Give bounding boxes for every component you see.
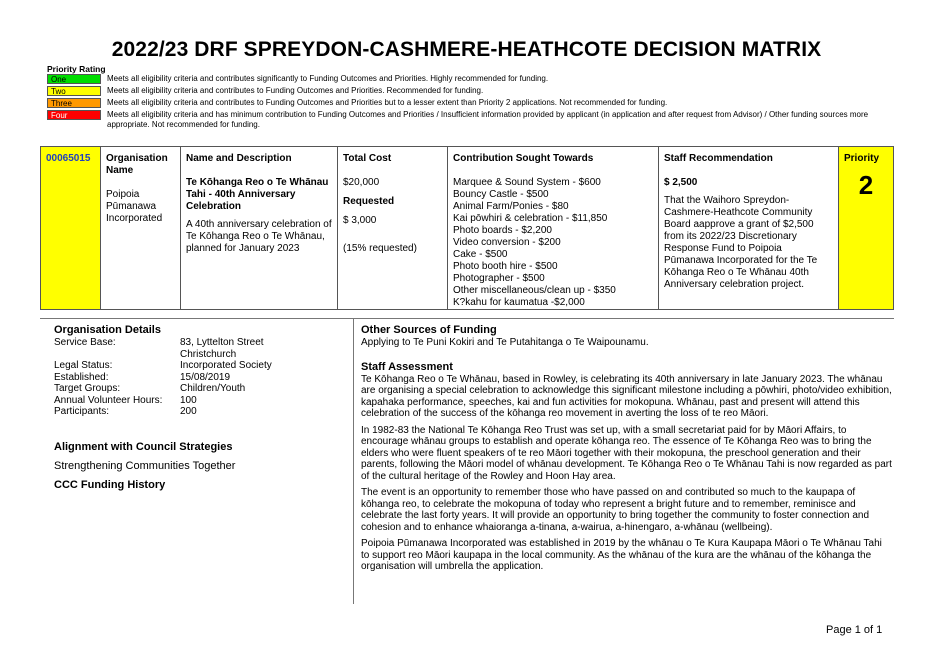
staff-recommendation-amount: $ 2,500 bbox=[664, 177, 698, 188]
priority-level-description: Meets all eligibility criteria and contributes significantly to Funding Outcomes and Priorities. Highly recommended for funding. bbox=[107, 74, 549, 83]
contribution-item: Photographer - $500 bbox=[453, 273, 545, 284]
detail-label: Established: bbox=[54, 371, 109, 383]
organisation-name: Poipoia Pūmanawa Incorporated bbox=[106, 189, 163, 224]
project-description: A 40th anniversary celebration of Te Kōhanga Reo o Te Whānau, planned for January 2023 bbox=[186, 219, 332, 254]
organisation-detail-row bbox=[54, 360, 344, 372]
organisation-header: Organisation Name bbox=[106, 153, 168, 176]
contribution-list bbox=[453, 177, 653, 309]
detail-value: 15/08/2019 bbox=[180, 371, 231, 383]
column-divider bbox=[353, 318, 354, 604]
total-cost-value: $20,000 bbox=[343, 177, 380, 188]
organisation-detail-row bbox=[54, 395, 344, 407]
contribution-column bbox=[448, 147, 659, 309]
total-cost-column bbox=[338, 147, 448, 309]
detail-value: Incorporated Society bbox=[180, 360, 272, 371]
detail-value: 83, Lyttelton Street bbox=[180, 337, 264, 348]
requested-percentage: (15% requested) bbox=[343, 243, 417, 254]
organisation-column bbox=[101, 147, 181, 309]
detail-value: 200 bbox=[180, 406, 197, 417]
alignment-heading: Alignment with Council Strategies bbox=[54, 440, 233, 453]
staff-recommendation-column bbox=[659, 147, 839, 309]
priority-level-row bbox=[47, 74, 887, 84]
contribution-item: Cake - $500 bbox=[453, 249, 508, 260]
other-funding-text: Applying to Te Puni Kokiri and Te Putahitanga o Te Waipounamu. bbox=[361, 337, 649, 348]
alignment-text: Strengthening Communities Together bbox=[54, 459, 236, 472]
contribution-item: Bouncy Castle - $500 bbox=[453, 189, 549, 200]
priority-level-description: Meets all eligibility criteria and contributes to Funding Outcomes and Priorities but to a lesser extent than Priority 2 applications. Not recommended for funding. bbox=[107, 98, 668, 107]
staff-recommendation-header: Staff Recommendation bbox=[664, 153, 773, 164]
detail-label bbox=[54, 349, 180, 361]
assessment-paragraph: The event is an opportunity to remember those who have passed on and contributed so much to the kaupapa of kōhanga reo, to celebrate the mokopuna of today who represent a bright future and to remember, reminisce and celebrate the last forty years. It will provide an opportunity to bring together the community to foster connection and cohesion and to enhance whaioranga a-tinana, a-wairua, a-hinengaro, a-whānau (wellbeing). bbox=[361, 487, 870, 533]
priority-level-chip: Two bbox=[47, 86, 101, 96]
detail-label: Participants: bbox=[54, 406, 110, 417]
priority-rating-heading: Priority Rating bbox=[47, 64, 106, 74]
requested-label: Requested bbox=[343, 196, 395, 207]
total-cost-header: Total Cost bbox=[343, 153, 392, 164]
priority-level-row bbox=[47, 86, 887, 96]
assessment-paragraph: Poipoia Pūmanawa Incorporated was established in 2019 by the whānau o Te Kura Kaupapa Māori o Te Whānau Tahi to support reo Māori kaupapa in the local community. As the whānau of the kura are the whānau of the kōhanga the organisation will umbrella the application. bbox=[361, 538, 882, 572]
name-description-column bbox=[181, 147, 338, 309]
organisation-detail-row bbox=[54, 349, 344, 361]
priority-level-description: Meets all eligibility criteria and contributes to Funding Outcomes and Priorities. Recommended for funding. bbox=[107, 86, 484, 95]
contribution-item: Video conversion - $200 bbox=[453, 237, 561, 248]
priority-rating-legend bbox=[47, 64, 887, 130]
priority-value: 2 bbox=[858, 170, 874, 200]
contribution-item: Photo boards - $2,200 bbox=[453, 225, 552, 236]
organisation-detail-row bbox=[54, 406, 344, 418]
detail-label: Annual Volunteer Hours: bbox=[54, 394, 163, 406]
contribution-item: Animal Farm/Ponies - $80 bbox=[453, 201, 569, 212]
organisation-detail-row bbox=[54, 337, 344, 349]
priority-level-chip: Three bbox=[47, 98, 101, 108]
contribution-header: Contribution Sought Towards bbox=[453, 153, 594, 164]
organisation-detail-row bbox=[54, 372, 344, 384]
organisation-details-heading: Organisation Details bbox=[54, 324, 161, 336]
contribution-item: Other miscellaneous/clean up - $350 bbox=[453, 285, 616, 296]
funding-history-heading: CCC Funding History bbox=[54, 479, 166, 491]
detail-label: Target Groups: bbox=[54, 383, 121, 394]
staff-assessment-heading: Staff Assessment bbox=[361, 360, 453, 373]
contribution-item: K?kahu for kaumatua -$2,000 bbox=[453, 297, 585, 308]
detail-label: Legal Status: bbox=[54, 360, 113, 371]
priority-level-description: Meets all eligibility criteria and has minimum contribution to Funding Outcomes and Priorities / Insufficient information provided by applicant (in application and after request from Advisor) / Other funding sources more appropriate. Not recommended for funding. bbox=[107, 110, 869, 129]
priority-header: Priority bbox=[844, 153, 880, 164]
priority-level-chip: One bbox=[47, 74, 101, 84]
contribution-item: Photo booth hire - $500 bbox=[453, 261, 558, 272]
organisation-details-panel bbox=[54, 324, 344, 492]
section-divider bbox=[40, 318, 894, 319]
page-title: 2022/23 DRF SPREYDON-CASHMERE-HEATHCOTE DECISION MATRIX bbox=[111, 38, 822, 61]
organisation-detail-row bbox=[54, 383, 344, 395]
other-funding-heading: Other Sources of Funding bbox=[361, 324, 497, 336]
assessment-panel bbox=[361, 324, 893, 573]
detail-value: Children/Youth bbox=[180, 383, 246, 394]
project-title: Te Kōhanga Reo o Te Whānau Tahi - 40th Anniversary Celebration bbox=[186, 177, 329, 212]
name-description-header: Name and Description bbox=[186, 153, 292, 164]
assessment-paragraph: In 1982-83 the National Te Kōhanga Reo Trust was set up, with a small secretariat paid for by Māori Affairs, to encourage whānau groups to establish and operate kōhanga reo. The essence of Te Kōhanga Reo was to bring the elders who were fluent speakers of te reo Māori together with their mokopuna, the preschool generation and their parents, following the Māori model of whānau development. Te Kōhanga Reo o Te Whānau Tahi is now regarded as part of the cultural heritage of the Rowley and Hoon Hay area. bbox=[361, 424, 892, 482]
detail-label: Service Base: bbox=[54, 337, 116, 348]
contribution-item: Marquee & Sound System - $600 bbox=[453, 177, 601, 188]
contribution-item: Kai pōwhiri & celebration - $11,850 bbox=[453, 213, 608, 224]
decision-matrix-table bbox=[40, 146, 894, 310]
staff-recommendation-text: That the Waihoro Spreydon-Cashmere-Heathcote Community Board aapprove a grant of $2,500 from its 2022/23 Discretionary Response Fund to Poipoia Pūmanawa Incorporated for the Te Kōhanga Reo o Te Whānau 40th Anniversary celebration project. bbox=[664, 195, 818, 290]
assessment-paragraph: Te Kōhanga Reo o Te Whānau, based in Rowley, is celebrating its 40th anniversary in late January 2023. The whānau are organising a special celebration to acknowledge this significant milestone including a pōwhiri, photo/video exhibition, kapahaka performance, speeches, kai and fun activities for mokopuna. Whānau, past and present will attend this celebration of the success of the kōhanga reo movement in averting the loss of te reo Māori. bbox=[361, 373, 892, 419]
detail-value: 100 bbox=[180, 394, 197, 406]
page-number: Page 1 of 1 bbox=[826, 624, 883, 636]
priority-level-row bbox=[47, 98, 887, 108]
requested-amount: $ 3,000 bbox=[343, 215, 377, 226]
detail-value: Christchurch bbox=[180, 348, 237, 360]
priority-column bbox=[839, 147, 893, 309]
priority-level-row bbox=[47, 110, 887, 130]
priority-level-chip: Four bbox=[47, 110, 101, 120]
application-id: 00065015 bbox=[41, 147, 101, 309]
